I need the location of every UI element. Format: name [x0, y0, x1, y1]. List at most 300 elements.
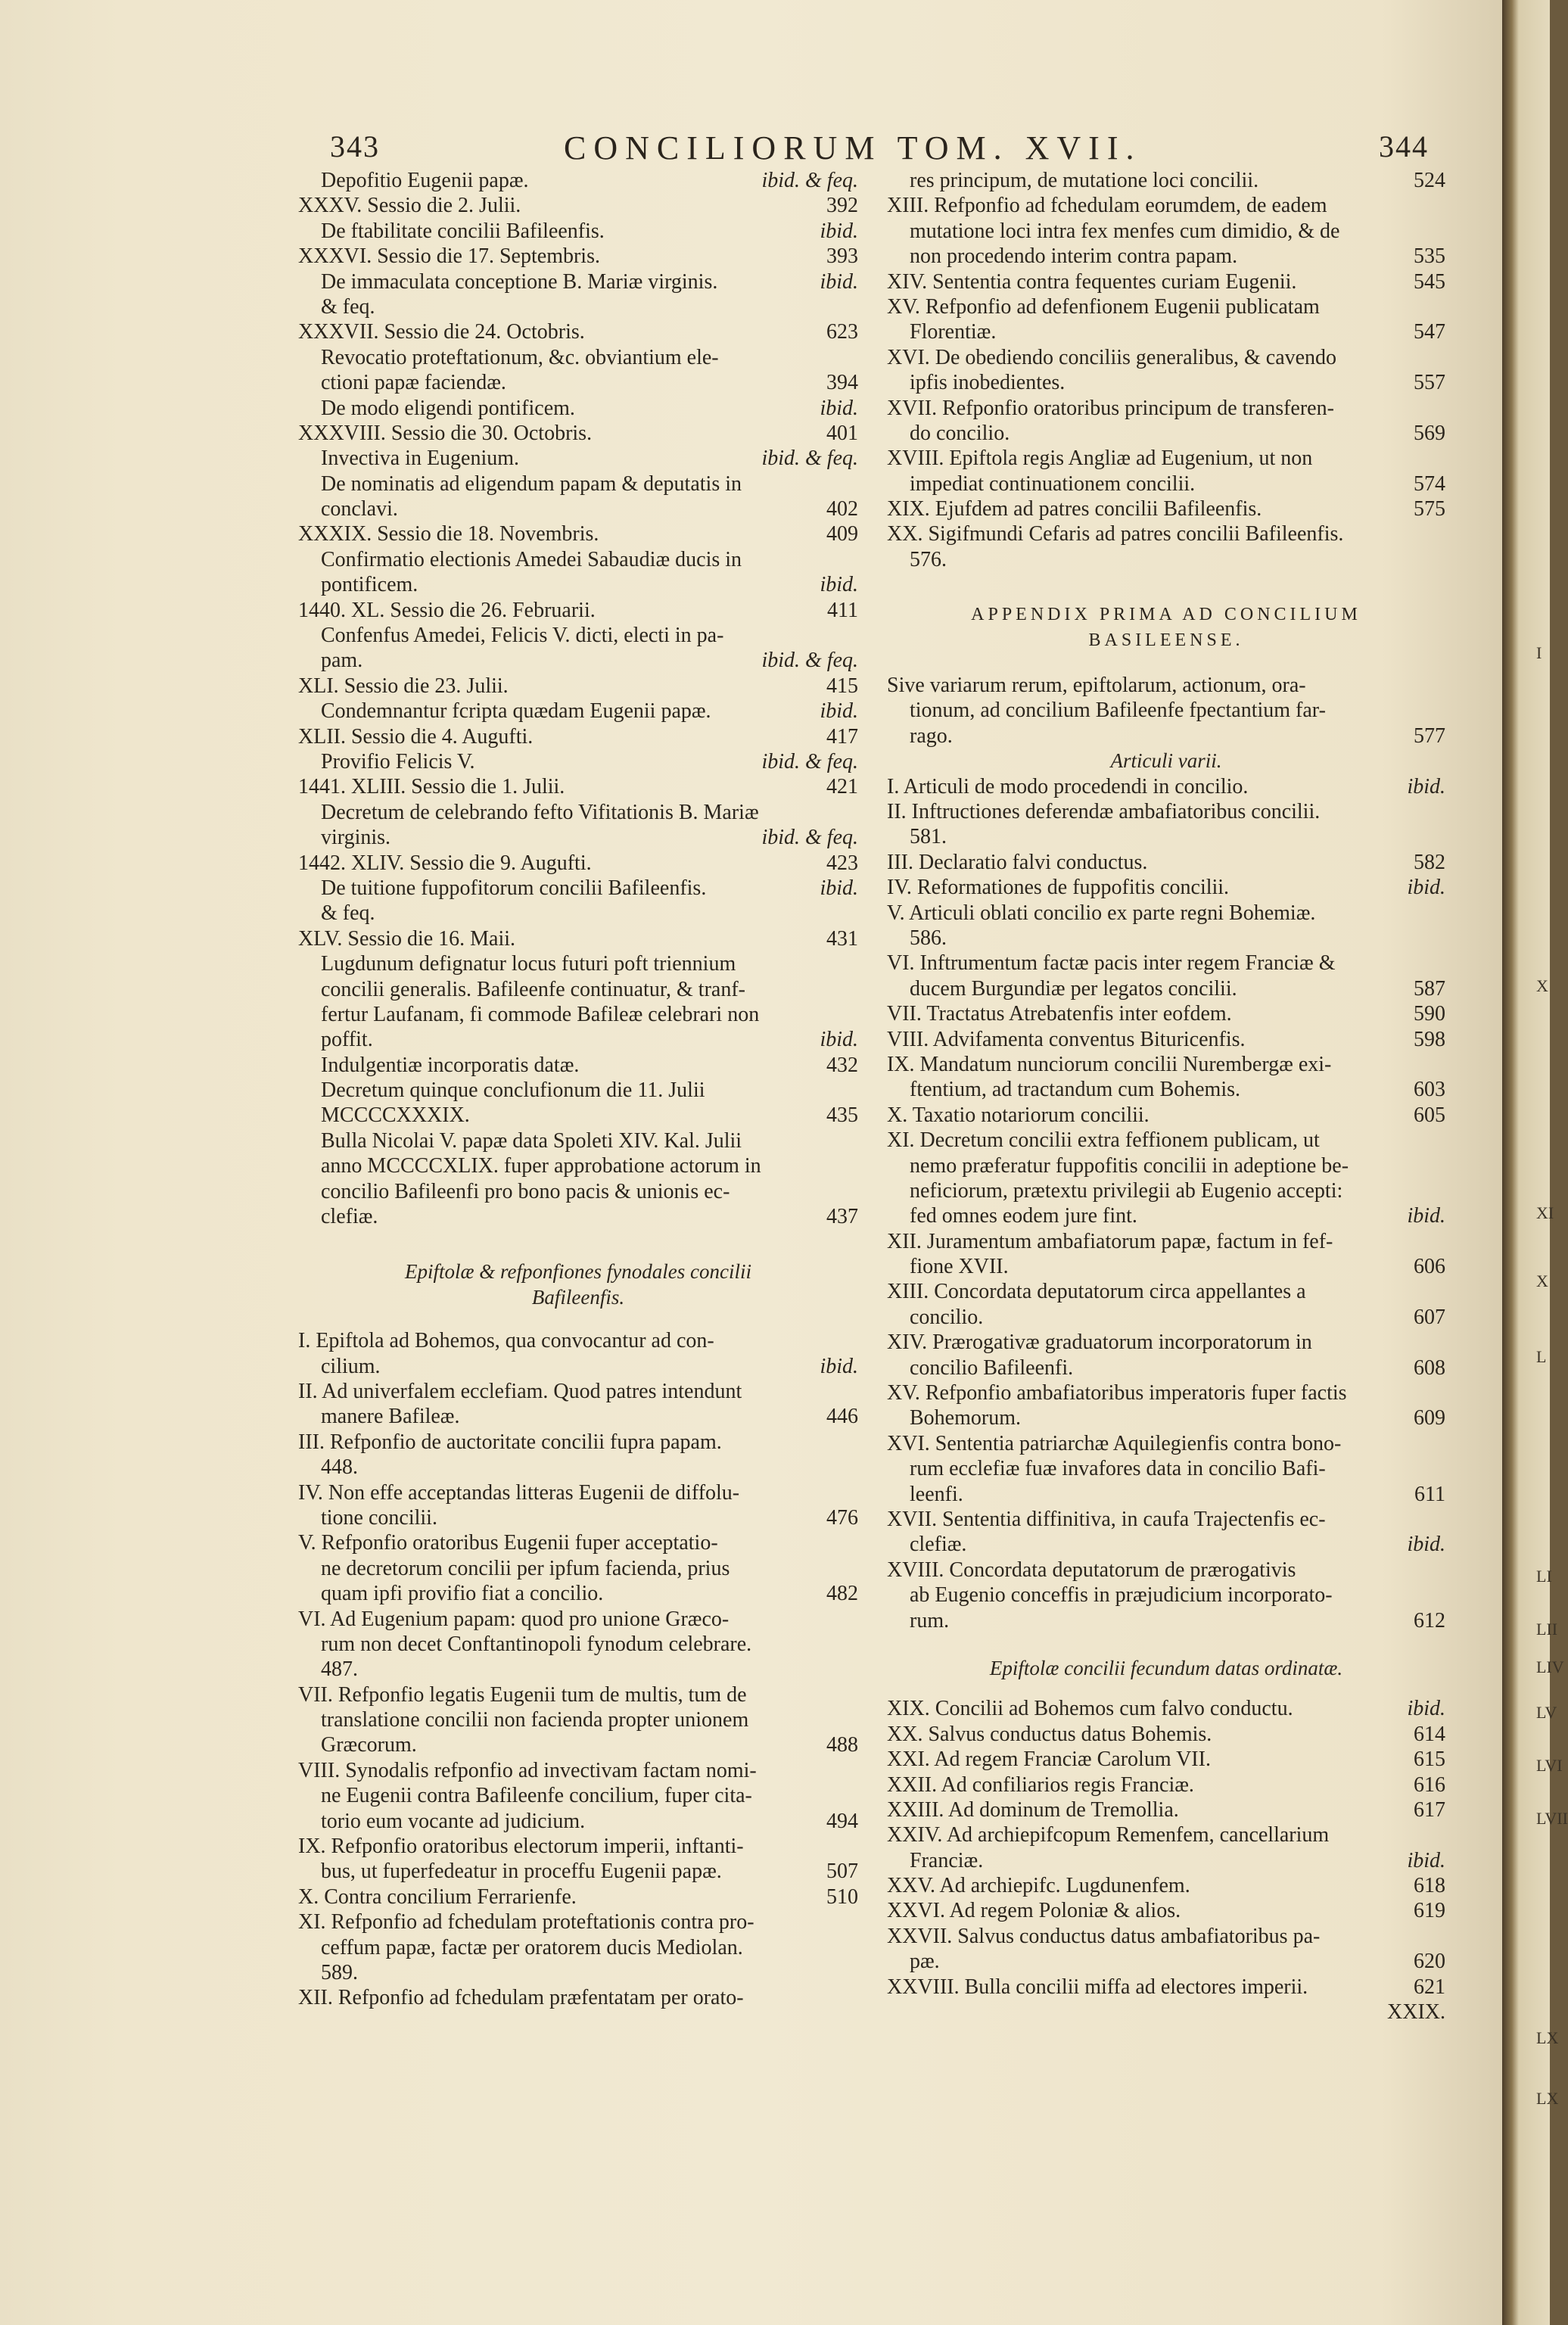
page-reference: 411 — [827, 598, 858, 622]
index-entry — [887, 1507, 1445, 1532]
index-entry — [887, 294, 1445, 319]
index-entry — [887, 521, 1445, 546]
entry-text: 487. — [321, 1657, 358, 1682]
index-entry — [298, 1328, 858, 1353]
page-reference: ibid. & feq. — [761, 447, 858, 471]
index-entry — [887, 1330, 1445, 1355]
index-entry — [887, 901, 1445, 926]
page-reference: 409 — [826, 522, 858, 546]
index-entry — [298, 1002, 858, 1027]
page-reference: 510 — [826, 1885, 858, 1909]
index-entry — [298, 674, 858, 699]
appendix-epistles — [887, 1696, 1445, 2000]
index-entry — [298, 219, 858, 244]
entry-text: XLII. Sessio die 4. Augufti. — [298, 724, 534, 749]
entry-text: ducem Burgundiæ per legatos concilii. — [910, 976, 1237, 1001]
entry-text: ne decretorum concilii per ipfum facienda, prius — [321, 1556, 730, 1580]
page-reference: 392 — [826, 194, 858, 218]
entry-text: XLV. Sessio die 16. Maii. — [298, 926, 516, 951]
index-entry — [298, 825, 858, 850]
index-entry — [887, 547, 1445, 572]
entry-text: pæ. — [910, 1950, 940, 1974]
index-entry — [887, 1355, 1445, 1380]
index-entry — [887, 370, 1445, 395]
index-entry — [298, 1153, 858, 1178]
index-entry — [298, 901, 858, 926]
index-entry — [298, 244, 858, 269]
entry-text: Lugdunum defignatur locus futuri poft triennium — [321, 952, 736, 976]
page-reference: ibid. & feq. — [761, 749, 858, 773]
index-entry — [887, 1558, 1445, 1583]
edge-fragment: I — [1536, 643, 1542, 662]
entry-text: V. Articuli oblati concilio ex parte regni Bohemiæ. — [887, 901, 1316, 925]
entry-text: IX. Mandatum nunciorum concilii Nurembergæ exi- — [887, 1052, 1332, 1076]
page-reference: 431 — [826, 926, 858, 951]
edge-fragment: LV — [1536, 1703, 1557, 1722]
edge-fragment: LX — [1536, 2028, 1559, 2047]
index-entry — [298, 926, 858, 951]
page-reference: 612 — [1414, 1608, 1445, 1632]
index-entry — [887, 193, 1445, 218]
page-reference: ibid. — [1407, 774, 1445, 798]
index-entry — [298, 1682, 858, 1707]
entry-text: VII. Tractatus Atrebatenfis inter eofdem. — [887, 1002, 1232, 1026]
page-reference: 615 — [1414, 1748, 1445, 1772]
index-entry — [887, 1747, 1445, 1772]
entry-text: torio eum vocante ad judicium. — [321, 1809, 586, 1833]
index-entry — [298, 1960, 858, 1985]
page-reference: 575 — [1414, 497, 1445, 521]
page-reference: ibid. — [1407, 1533, 1445, 1557]
index-entry — [298, 572, 858, 597]
entry-text: IV. Non effe acceptandas litteras Eugenii de diffolu- — [298, 1480, 740, 1505]
index-entry — [298, 1909, 858, 1934]
page-reference: ibid. & feq. — [761, 826, 858, 850]
index-entry — [887, 1482, 1445, 1507]
entry-text: Græcorum. — [321, 1733, 417, 1757]
right-index-list — [887, 168, 1445, 572]
index-entry — [298, 547, 858, 572]
entry-text: XII. Juramentum ambafiatorum papæ, factum in fef- — [887, 1229, 1333, 1253]
page-reference: ibid. — [820, 1028, 858, 1052]
index-entry — [887, 1153, 1445, 1178]
index-entry — [298, 521, 858, 546]
appendix-intro — [887, 673, 1445, 749]
index-entry — [298, 472, 858, 496]
index-entry — [887, 1924, 1445, 1949]
entry-text: XX. Salvus conductus datus Bohemis. — [887, 1722, 1212, 1746]
entry-text: XV. Refponfio ad defenfionem Eugenii publicatam — [887, 294, 1320, 319]
index-entry — [887, 421, 1445, 446]
edge-fragment: XI — [1536, 1203, 1554, 1222]
page-reference: 619 — [1414, 1899, 1445, 1923]
index-entry — [887, 824, 1445, 849]
entry-text: 1442. XLIV. Sessio die 9. Augufti. — [298, 851, 592, 875]
appendix-title: APPENDIX PRIMA AD CONCILIUM — [971, 605, 1361, 625]
page-reference: 535 — [1414, 244, 1445, 269]
index-entry — [887, 496, 1445, 521]
entry-text: I. Articuli de modo procedendi in concilio. — [887, 774, 1249, 798]
page-reference: 577 — [1414, 724, 1445, 748]
entry-text: VI. Ad Eugenium papam: quod pro unione Græco- — [298, 1607, 730, 1631]
edge-fragment: LI — [1536, 1567, 1552, 1586]
entry-text: XXIV. Ad archiepifcopum Remenfem, cancellarium — [887, 1823, 1330, 1847]
index-entry — [298, 1859, 858, 1884]
entry-text: pam. — [321, 649, 363, 673]
page-reference: 421 — [826, 775, 858, 799]
page-reference: 614 — [1414, 1722, 1445, 1746]
index-entry — [887, 951, 1445, 976]
entry-text: tionum, ad concilium Bafileenfe fpectantium far- — [910, 699, 1326, 723]
page-reference: 587 — [1414, 976, 1445, 1001]
entry-text: XXV. Ad archiepifc. Lugdunenfem. — [887, 1874, 1190, 1898]
index-entry — [298, 1885, 858, 1909]
index-entry — [298, 1732, 858, 1757]
page-reference: 415 — [826, 674, 858, 698]
index-entry — [887, 1001, 1445, 1026]
index-entry — [298, 1128, 858, 1153]
index-entry — [298, 1581, 858, 1606]
index-entry — [887, 1975, 1445, 2000]
index-entry — [298, 951, 858, 976]
entry-text: De ftabilitate concilii Bafileenfis. — [321, 219, 605, 243]
index-entry — [298, 1632, 858, 1657]
index-entry — [298, 1404, 858, 1429]
page-reference: 609 — [1414, 1406, 1445, 1430]
entry-text: 448. — [321, 1455, 358, 1480]
entry-text: X. Taxatio notariorum concilii. — [887, 1103, 1150, 1127]
entry-text: XIV. Sententia contra fequentes curiam Eugenii. — [887, 269, 1297, 294]
index-entry — [887, 345, 1445, 370]
entry-text: XVI. De obediendo conciliis generalibus, & cavendo — [887, 345, 1337, 369]
page-number-right: 344 — [1379, 129, 1429, 163]
index-entry — [887, 1229, 1445, 1254]
index-entry — [887, 1103, 1445, 1128]
index-entry — [298, 370, 858, 395]
index-entry — [298, 1505, 858, 1530]
index-entry — [298, 294, 858, 319]
facing-page-edge — [1502, 0, 1550, 2325]
index-entry — [298, 1179, 858, 1204]
entry-text: concilio Bafileenfi. — [910, 1355, 1074, 1380]
page-reference: ibid. — [820, 573, 858, 597]
page-reference: 569 — [1414, 421, 1445, 445]
page-reference: 482 — [826, 1582, 858, 1606]
index-entry — [298, 1783, 858, 1808]
page-reference: 401 — [826, 421, 858, 445]
index-entry — [298, 168, 858, 193]
entry-text: rago. — [910, 724, 953, 748]
index-entry — [298, 1809, 858, 1834]
page-reference: 574 — [1414, 472, 1445, 496]
entry-text: 589. — [321, 1960, 358, 1984]
index-entry — [298, 1834, 858, 1859]
page-reference: 488 — [826, 1733, 858, 1757]
entry-text: Franciæ. — [910, 1848, 984, 1872]
index-entry — [887, 1848, 1445, 1873]
page-reference: 402 — [826, 497, 858, 521]
entry-text: XVI. Sententia patriarchæ Aquilegienfis contra bono- — [887, 1431, 1342, 1455]
entry-text: pontificem. — [321, 573, 418, 597]
entry-text: anno MCCCCXLIX. fuper approbatione actorum in — [321, 1154, 761, 1178]
edge-fragment: X — [1536, 1271, 1548, 1290]
index-entry — [887, 926, 1445, 951]
page-reference: ibid. — [820, 1354, 858, 1378]
page-reference: 582 — [1414, 850, 1445, 874]
index-entry — [298, 623, 858, 648]
entry-text: Sive variarum rerum, epiftolarum, actionum, ora- — [887, 674, 1306, 698]
page-reference: 417 — [826, 724, 858, 749]
index-entry — [298, 1707, 858, 1732]
entry-text: XXXVI. Sessio die 17. Septembris. — [298, 244, 600, 269]
entry-text: Revocatio proteftationum, &c. obviantium ele- — [321, 345, 719, 369]
page-reference: 620 — [1414, 1950, 1445, 1974]
entry-text: bus, ut fuperfedeatur in proceffu Eugenii papæ. — [321, 1860, 722, 1884]
page-reference: 494 — [826, 1809, 858, 1833]
index-entry — [298, 1354, 858, 1379]
entry-text: manere Bafileæ. — [321, 1405, 460, 1429]
index-entry — [887, 1027, 1445, 1052]
index-entry — [298, 1935, 858, 1960]
page-reference: ibid. — [1407, 1697, 1445, 1721]
entry-text: X. Contra concilium Ferrarienfe. — [298, 1885, 577, 1909]
index-entry — [887, 1797, 1445, 1822]
entry-text: De immaculata conceptione B. Mariæ virginis. — [321, 269, 718, 294]
entry-text: ne Eugenii contra Bafileenfe concilium, fuper cita- — [321, 1784, 752, 1808]
page-reference: ibid. — [1407, 1848, 1445, 1872]
entry-text: cilium. — [321, 1354, 381, 1378]
index-entry — [298, 269, 858, 294]
entry-text: 1440. XL. Sessio die 26. Februarii. — [298, 598, 596, 622]
page-reference: 611 — [1414, 1482, 1445, 1506]
entry-text: fertur Laufanam, fi commode Bafileæ celebrari non — [321, 1002, 760, 1026]
index-entry — [298, 724, 858, 749]
entry-text: ctioni papæ faciendæ. — [321, 371, 506, 395]
index-entry — [298, 496, 858, 521]
page-reference: 608 — [1414, 1355, 1445, 1380]
index-entry — [298, 1455, 858, 1480]
articuli-heading: Articuli varii. — [1110, 749, 1222, 773]
index-entry — [298, 396, 858, 421]
entry-text: XVIII. Concordata deputatorum de prærogativis — [887, 1558, 1296, 1582]
page-reference: ibid. — [1407, 876, 1445, 900]
entry-text: XX. Sigifmundi Cefaris ad patres concilii Bafileenfis. — [887, 522, 1344, 546]
index-entry — [887, 1949, 1445, 1974]
index-entry — [887, 1722, 1445, 1747]
index-entry — [887, 1583, 1445, 1608]
entry-text: XVII. Refponfio oratoribus principum de transferen- — [887, 396, 1334, 420]
entry-text: ab Eugenio conceffis in præjudicium incorporato- — [910, 1583, 1333, 1608]
index-entry — [887, 219, 1445, 244]
entry-text: & feq. — [321, 294, 375, 319]
entry-text: II. Ad univerfalem ecclefiam. Quod patres intendunt — [298, 1380, 742, 1403]
page-reference: ibid. — [1407, 1204, 1445, 1228]
page-reference: 618 — [1414, 1874, 1445, 1898]
entry-text: MCCCCXXXIX. — [321, 1103, 470, 1128]
entry-text: mutatione loci intra fex menfes cum dimidio, & de — [910, 219, 1340, 243]
index-entry — [887, 1305, 1445, 1330]
entry-text: XIII. Concordata deputatorum circa appellantes a — [887, 1280, 1306, 1304]
page-reference: ibid. & feq. — [761, 169, 858, 192]
index-entry — [887, 1608, 1445, 1633]
appendix-title-cont: BASILEENSE. — [1088, 630, 1244, 650]
entry-text: impediat continuationem concilii. — [910, 472, 1196, 496]
page-reference: ibid. — [820, 876, 858, 900]
entry-text: XXIII. Ad dominum de Tremollia. — [887, 1797, 1179, 1822]
page-reference: ibid. — [820, 269, 858, 294]
index-entry — [887, 269, 1445, 294]
appendix-items — [887, 774, 1445, 1633]
entry-text: Provifio Felicis V. — [321, 749, 475, 773]
edge-fragment: LII — [1536, 1620, 1558, 1639]
page-reference: 623 — [826, 320, 858, 344]
index-entry — [887, 774, 1445, 799]
entry-text: tione concilii. — [321, 1505, 437, 1530]
entry-text: nemo præferatur fuppofitis concilii in adeptione be- — [910, 1153, 1349, 1178]
index-entry — [298, 749, 858, 774]
edge-fragment: LVI — [1536, 1756, 1563, 1775]
page-reference: ibid. — [820, 219, 858, 243]
entry-text: leenfi. — [910, 1482, 963, 1506]
index-entry — [887, 1456, 1445, 1481]
index-entry — [887, 319, 1445, 344]
page-reference: 598 — [1414, 1027, 1445, 1051]
entry-text: XV. Refponfio ambafiatoribus imperatoris fuper factis — [887, 1381, 1347, 1405]
entry-text: De modo eligendi pontificem. — [321, 396, 575, 420]
entry-text: XII. Refponfio ad fchedulam præfentatam per orato- — [298, 1986, 744, 2010]
index-entry — [298, 851, 858, 876]
entry-text: Condemnantur fcripta quædam Eugenii papæ. — [321, 699, 711, 724]
entry-text: Confirmatio electionis Amedei Sabaudiæ ducis in — [321, 547, 742, 571]
index-entry — [298, 1078, 858, 1103]
entry-text: translatione concilii non facienda propter unionem — [321, 1708, 749, 1732]
index-entry — [887, 976, 1445, 1001]
page-reference: 605 — [1414, 1103, 1445, 1127]
entry-text: XVII. Sententia diffinitiva, in caufa Trajectenfis ec- — [887, 1507, 1326, 1531]
index-entry — [298, 1053, 858, 1078]
index-entry — [887, 1532, 1445, 1557]
epistles-list — [298, 1328, 858, 2011]
index-entry — [298, 421, 858, 446]
page-reference: 603 — [1414, 1078, 1445, 1102]
index-entry — [887, 1822, 1445, 1847]
entry-text: Indulgentiæ incorporatis datæ. — [321, 1053, 580, 1077]
page-reference: 476 — [826, 1505, 858, 1530]
right-column — [887, 168, 1445, 2025]
entry-text: quam ipfi provifio fiat a concilio. — [321, 1582, 604, 1606]
entry-text: III. Declaratio falvi conductus. — [887, 850, 1148, 874]
entry-text: XIV. Prærogativæ graduatorum incorporatorum in — [887, 1331, 1312, 1355]
index-entry — [298, 193, 858, 218]
page-reference: 432 — [826, 1053, 858, 1077]
entry-text: rum. — [910, 1608, 950, 1632]
index-entry — [887, 698, 1445, 723]
entry-text: rum ecclefiæ fuæ invafores data in concilio Bafi- — [910, 1457, 1326, 1481]
index-entry — [887, 673, 1445, 698]
index-entry — [298, 1556, 858, 1581]
entry-text: II. Inftructiones deferendæ ambafiatoribus concilii. — [887, 800, 1321, 824]
page-reference: 557 — [1414, 371, 1445, 395]
entry-text: neficiorum, prætextu privilegii ab Eugenio accepti: — [910, 1178, 1343, 1203]
page-reference: 394 — [826, 371, 858, 395]
entry-text: poffit. — [321, 1028, 373, 1052]
entry-text: I. Epiftola ad Bohemos, qua convocantur ad con- — [298, 1329, 714, 1353]
page-reference: 590 — [1414, 1002, 1445, 1026]
index-entry — [887, 472, 1445, 496]
index-entry — [298, 598, 858, 623]
entry-text: Decretum de celebrando fefto Vifitationis B. Mariæ — [321, 800, 759, 824]
page-reference: ibid. & feq. — [761, 649, 858, 673]
entry-text: Decretum quinque conclufionum die 11. Julii — [321, 1078, 705, 1103]
index-entry — [298, 977, 858, 1002]
index-entry — [887, 875, 1445, 900]
entry-text: Bulla Nicolai V. papæ data Spoleti XIV. Kal. Julii — [321, 1128, 742, 1153]
entry-text: virginis. — [321, 826, 391, 850]
entry-text: XXI. Ad regem Franciæ Carolum VII. — [887, 1748, 1211, 1772]
index-entry — [298, 1530, 858, 1555]
index-entry — [887, 396, 1445, 421]
index-entry — [887, 1696, 1445, 1721]
entry-text: IX. Refponfio oratoribus electorum imperii, inftanti- — [298, 1835, 744, 1859]
entry-text: Confenfus Amedei, Felicis V. dicti, electi in pa- — [321, 624, 724, 648]
page-number-left: 343 — [330, 129, 380, 163]
entry-text: clefiæ. — [910, 1533, 967, 1557]
entry-text: III. Refponfio de auctoritate concilii fupra papam. — [298, 1430, 722, 1454]
entry-text: VI. Inftrumentum factæ pacis inter regem Franciæ & — [887, 951, 1336, 976]
index-entry — [298, 1204, 858, 1229]
entry-text: Florentiæ. — [910, 320, 997, 344]
index-entry — [298, 1607, 858, 1632]
index-entry — [298, 1379, 858, 1404]
page-reference: 607 — [1414, 1305, 1445, 1329]
entry-text: do concilio. — [910, 421, 1010, 445]
entry-text: non procedendo interim contra papam. — [910, 244, 1238, 269]
entry-text: De tuitione fuppofitorum concilii Bafileenfis. — [321, 876, 707, 900]
entry-text: rum non decet Conftantinopoli fynodum celebrare. — [321, 1632, 752, 1656]
index-entry — [298, 699, 858, 724]
entry-text: XIII. Refponfio ad fchedulam eorumdem, de eadem — [887, 194, 1327, 218]
index-entry — [887, 850, 1445, 875]
entry-text: 1441. XLIII. Sessio die 1. Julii. — [298, 775, 565, 799]
entry-text: clefiæ. — [321, 1205, 378, 1229]
page-reference: ibid. — [820, 396, 858, 420]
index-entry — [887, 1773, 1445, 1797]
entry-text: V. Refponfio oratoribus Eugenii fuper acceptatio- — [298, 1531, 718, 1555]
entry-text: XLI. Sessio die 23. Julii. — [298, 674, 509, 698]
page-reference: 547 — [1414, 320, 1445, 344]
entry-text: res principum, de mutatione loci concilii. — [910, 169, 1259, 192]
edge-fragment: X — [1536, 976, 1548, 995]
entry-text: VIII. Synodalis refponfio ad invectivam factam nomi- — [298, 1758, 757, 1782]
index-entry — [298, 876, 858, 901]
left-column — [298, 168, 858, 2011]
epistolae-heading: Epiftolæ concilii fecundum datas ordinatæ. — [989, 1656, 1343, 1679]
page-reference: 606 — [1414, 1255, 1445, 1279]
index-entry — [887, 1279, 1445, 1304]
entry-text: VII. Refponfio legatis Eugenii tum de multis, tum de — [298, 1682, 747, 1707]
index-entry — [887, 1431, 1445, 1456]
index-entry — [298, 774, 858, 799]
index-entry — [298, 1657, 858, 1682]
index-entry — [298, 345, 858, 370]
entry-text: XXVI. Ad regem Poloniæ & alios. — [887, 1899, 1181, 1923]
index-entry — [887, 1128, 1445, 1153]
entry-text: Bohemorum. — [910, 1406, 1021, 1430]
index-entry — [298, 648, 858, 673]
entry-text: concilii generalis. Bafileenfe continuatur, & tranf- — [321, 977, 745, 1001]
page-reference: 437 — [826, 1205, 858, 1229]
edge-fragment: LX — [1536, 2089, 1559, 2108]
